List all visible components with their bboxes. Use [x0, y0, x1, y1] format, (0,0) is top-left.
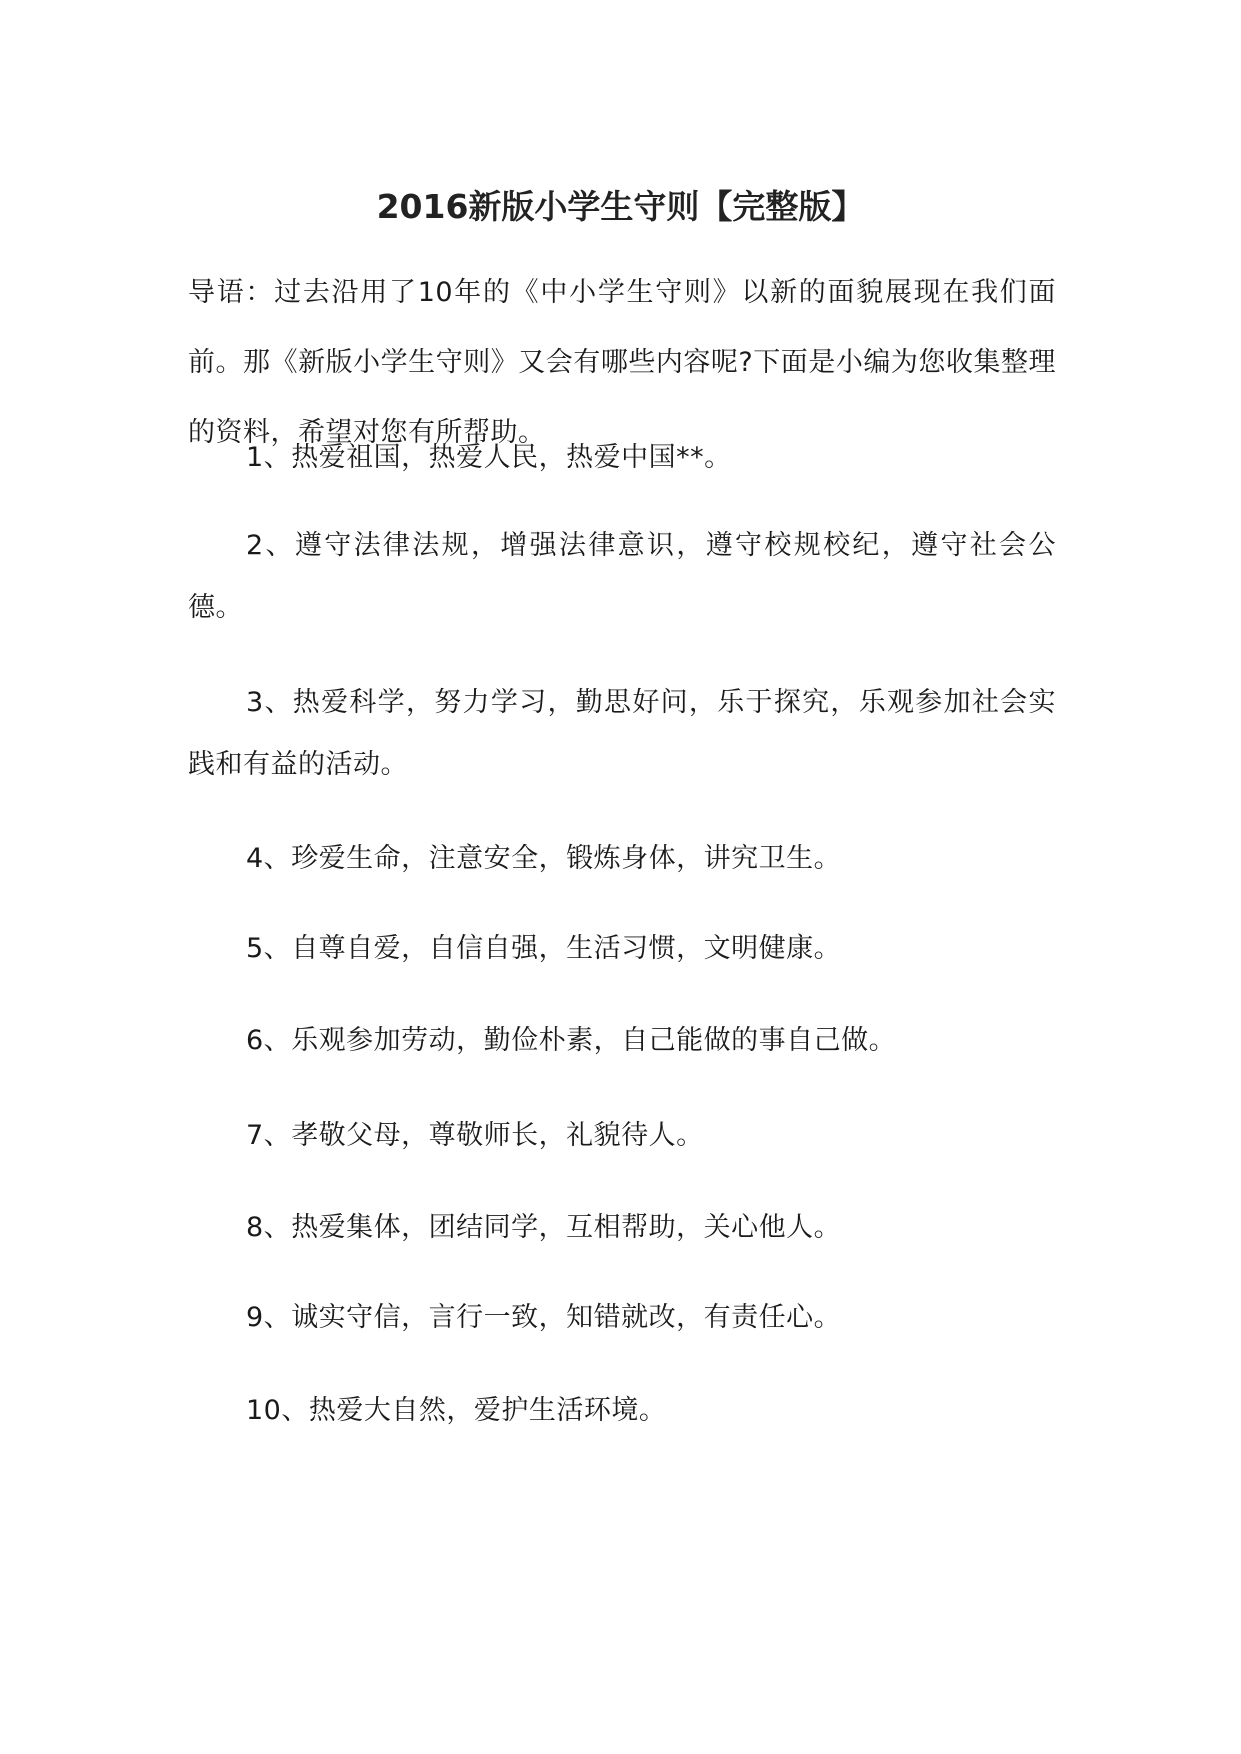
rule-item-7 [188, 1105, 1056, 1167]
rule-item-9 [188, 1287, 1056, 1349]
rule-item-10 [188, 1380, 1056, 1442]
rule-item-2 [188, 515, 1056, 639]
rule-number: 4、 [246, 843, 292, 874]
rule-number: 10、 [246, 1395, 309, 1426]
rule-item-4 [188, 828, 1056, 890]
rule-item-5 [188, 918, 1056, 980]
rule-text: 热爱大自然，爱护生活环境。 [308, 1395, 667, 1426]
rule-text: 热爱科学，努力学习，勤思好问，乐于探究，乐观参加社会实践和有益的活动。 [188, 687, 1056, 780]
intro-paragraph: 导语：过去沿用了10年的《中小学生守则》以新的面貌展现在我们面前。那《新版小学生守则》又会有哪些内容呢?下面是小编为您收集整理的资料，希望对您有所帮助。 [188, 277, 1056, 448]
rule-text: 热爱集体，团结同学，互相帮助，关心他人。 [291, 1212, 842, 1243]
rule-text: 珍爱生命，注意安全，锻炼身体，讲究卫生。 [291, 843, 842, 874]
rule-number: 3、 [246, 687, 293, 718]
rule-item-3 [188, 672, 1056, 796]
rule-text: 孝敬父母，尊敬师长，礼貌待人。 [291, 1120, 704, 1151]
rule-number: 8、 [246, 1212, 292, 1243]
rule-text: 热爱祖国，热爱人民，热爱中国**。 [291, 442, 732, 473]
rule-number: 2、 [246, 530, 295, 561]
rule-item-8 [188, 1197, 1056, 1259]
rule-item-1 [188, 427, 1056, 489]
rule-number: 1、 [246, 442, 292, 473]
rule-number: 6、 [246, 1025, 292, 1056]
rule-text: 自尊自爱，自信自强，生活习惯，文明健康。 [291, 933, 842, 964]
rule-number: 5、 [246, 933, 292, 964]
rule-text: 遵守法律法规，增强法律意识，遵守校规校纪，遵守社会公德。 [188, 530, 1056, 623]
rule-number: 7、 [246, 1120, 292, 1151]
document-title: 2016新版小学生守则【完整版】 [376, 187, 865, 226]
rule-text: 乐观参加劳动，勤俭朴素，自己能做的事自己做。 [291, 1025, 897, 1056]
rule-number: 9、 [246, 1302, 292, 1333]
rule-text: 诚实守信，言行一致，知错就改，有责任心。 [291, 1302, 842, 1333]
rule-item-6 [188, 1010, 1056, 1072]
